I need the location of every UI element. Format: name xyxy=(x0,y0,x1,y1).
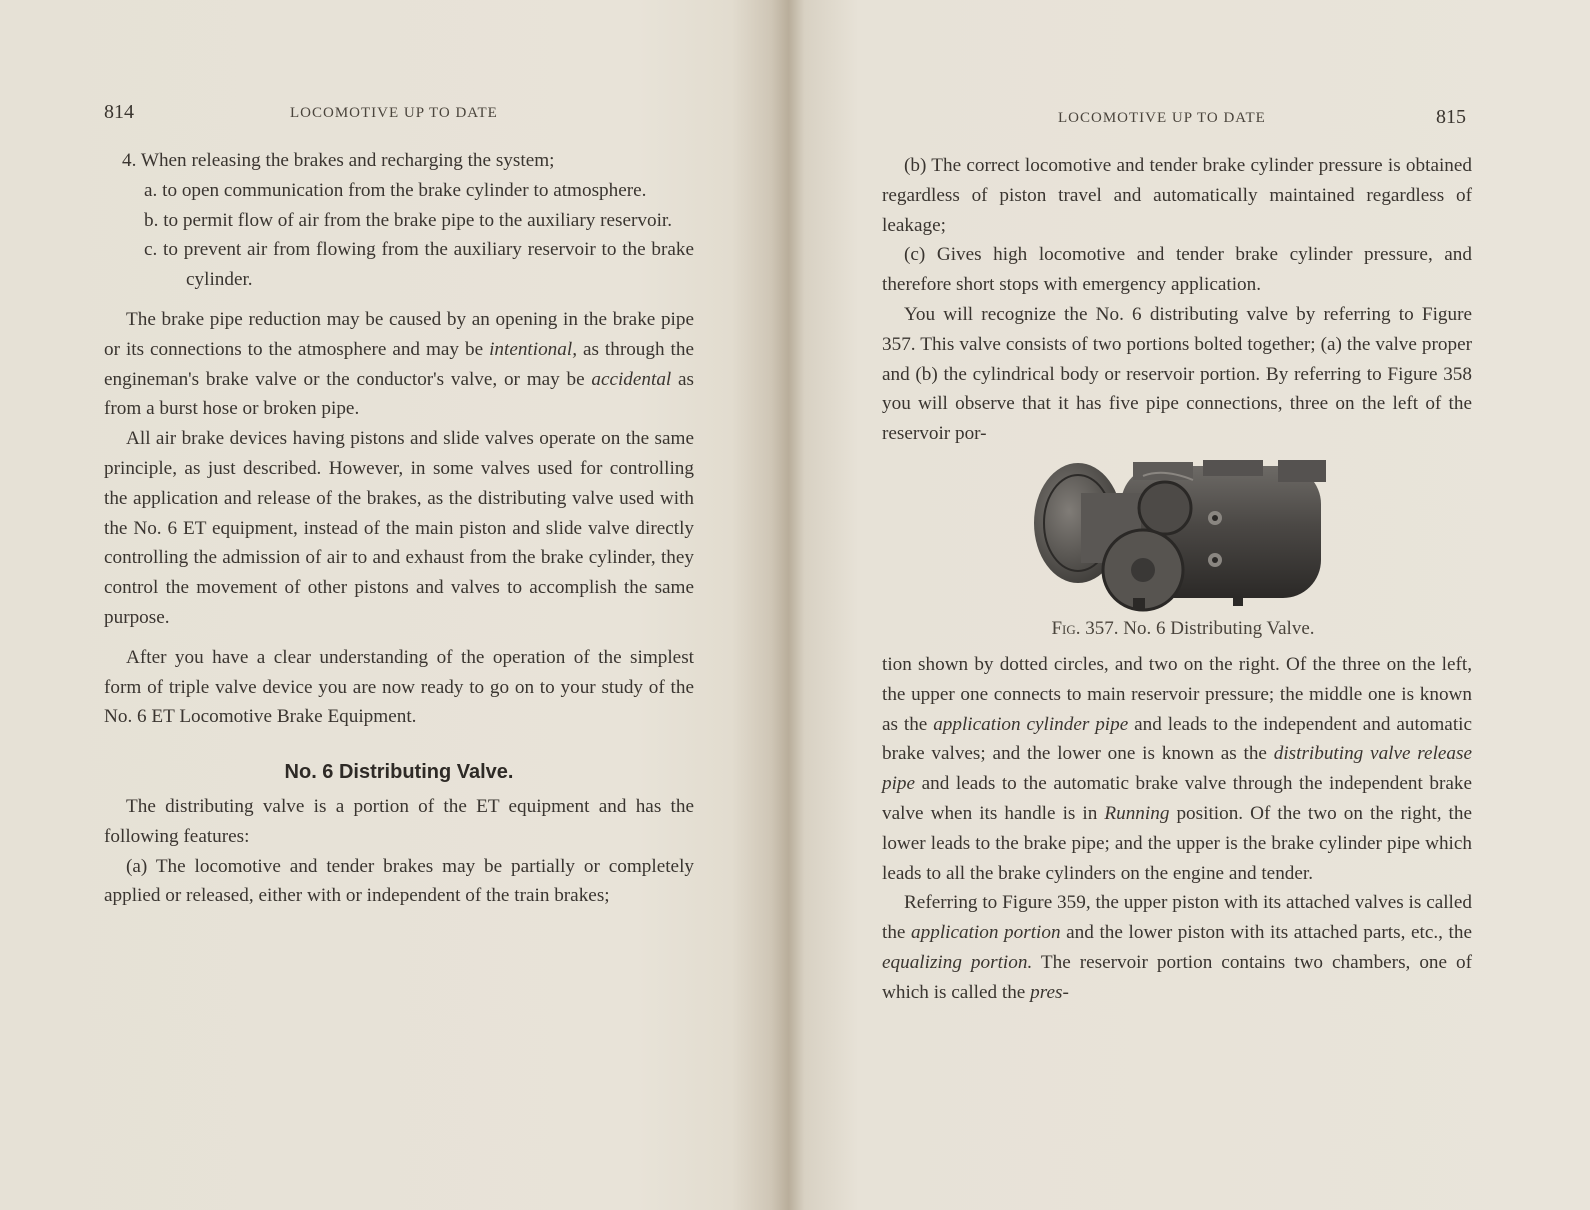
paragraph-figure-359: Referring to Figure 359, the upper piston with its attached valves is called the application portion and the lower piston with its attached parts, etc., the equalizing portion. The reservoir portion contains two chambers, one of which is called the pres- xyxy=(882,892,1473,1003)
list-item-c: c. to prevent air from flowing from the auxiliary reservoir to the brake cylinder. xyxy=(144,239,694,291)
figure-caption: Fig. 357. No. 6 Distributing Valve. xyxy=(1051,618,1315,639)
paragraph-pipe-connections: tion shown by dotted circles, and two on the right. Of the three on the left, the upper one connects to main reservoir pressure; the middle one is known as the application cylinder pipe and leads to the independent and automatic brake valves; and the lower one is known as the distributing valve release pipe and leads to the automatic brake valve through the independent brake valve when its handle is in Running position. Of the two on the right, the lower leads to the brake pipe; and the upper is the brake cylinder pipe which leads to all the brake cylinders on the engine and tender. xyxy=(882,654,1472,884)
paragraph-triple-valve: After you have a clear understanding of the operation of the simplest form of triple valve device you are now ready to go on to your study of the No. 6 ET Locomotive Brake Equipment. xyxy=(104,646,694,728)
left-page xyxy=(0,0,790,1210)
left-body xyxy=(104,146,694,911)
paragraph-recognize-valve: You will recognize the No. 6 distributing valve by referring to Figure 357. This valve consists of two portions bolted together; (a) the valve proper and (b) the cylindrical body or reservoir portion. By referring to Figure 358 you will observe that it has five pipe connections, three on the left of the reservoir por- xyxy=(882,303,1472,445)
page-number-right: 815 xyxy=(1436,106,1466,128)
running-header-left: LOCOMOTIVE UP TO DATE xyxy=(290,105,498,121)
distributing-valve-illustration xyxy=(1033,458,1333,620)
paragraph-feature-a: (a) The locomotive and tender brakes may be partially or completely applied or released, either with or independent of the train brakes; xyxy=(104,855,694,907)
list-item-a: a. to open communication from the brake cylinder to atmosphere. xyxy=(144,179,647,201)
paragraph-features-intro: The distributing valve is a portion of the ET equipment and has the following features: xyxy=(104,795,694,847)
paragraph-air-brake-devices: All air brake devices having pistons and slide valves operate on the same principle, as just described. However, in some valves used for controlling the application and release of the brakes, as the distributing valve used with the No. 6 ET equipment, instead of the main piston and slide valve directly controlling the admission of air to and exhaust from the brake cylinder, they control the movement of other pistons and valves to accomplish the same purpose. xyxy=(104,428,694,628)
right-page xyxy=(800,0,1590,1210)
release-list xyxy=(104,146,694,295)
right-body-bottom xyxy=(882,650,1472,1008)
right-body-top xyxy=(882,151,1472,449)
list-item-b: b. to permit flow of air from the brake pipe to the auxiliary reservoir. xyxy=(144,209,673,231)
section-heading: No. 6 Distributing Valve. xyxy=(284,761,514,784)
paragraph-feature-c: (c) Gives high locomotive and tender brake cylinder pressure, and therefore short stops with emergency application. xyxy=(882,244,1472,296)
page-number-left: 814 xyxy=(104,101,134,123)
running-header-right: LOCOMOTIVE UP TO DATE xyxy=(1058,110,1266,126)
list-item-4: 4. When releasing the brakes and recharging the system; xyxy=(122,150,555,171)
paragraph-feature-b: (b) The correct locomotive and tender brake cylinder pressure is obtained regardless of piston travel and automatically maintained regardless of leakage; xyxy=(882,155,1472,236)
paragraph-brake-pipe-reduction: The brake pipe reduction may be caused by an opening in the brake pipe or its connections to the atmosphere and may be intentional, as through the engineman's brake valve or the conductor's valve, or may be accidental as from a burst hose or broken pipe. xyxy=(104,308,695,420)
